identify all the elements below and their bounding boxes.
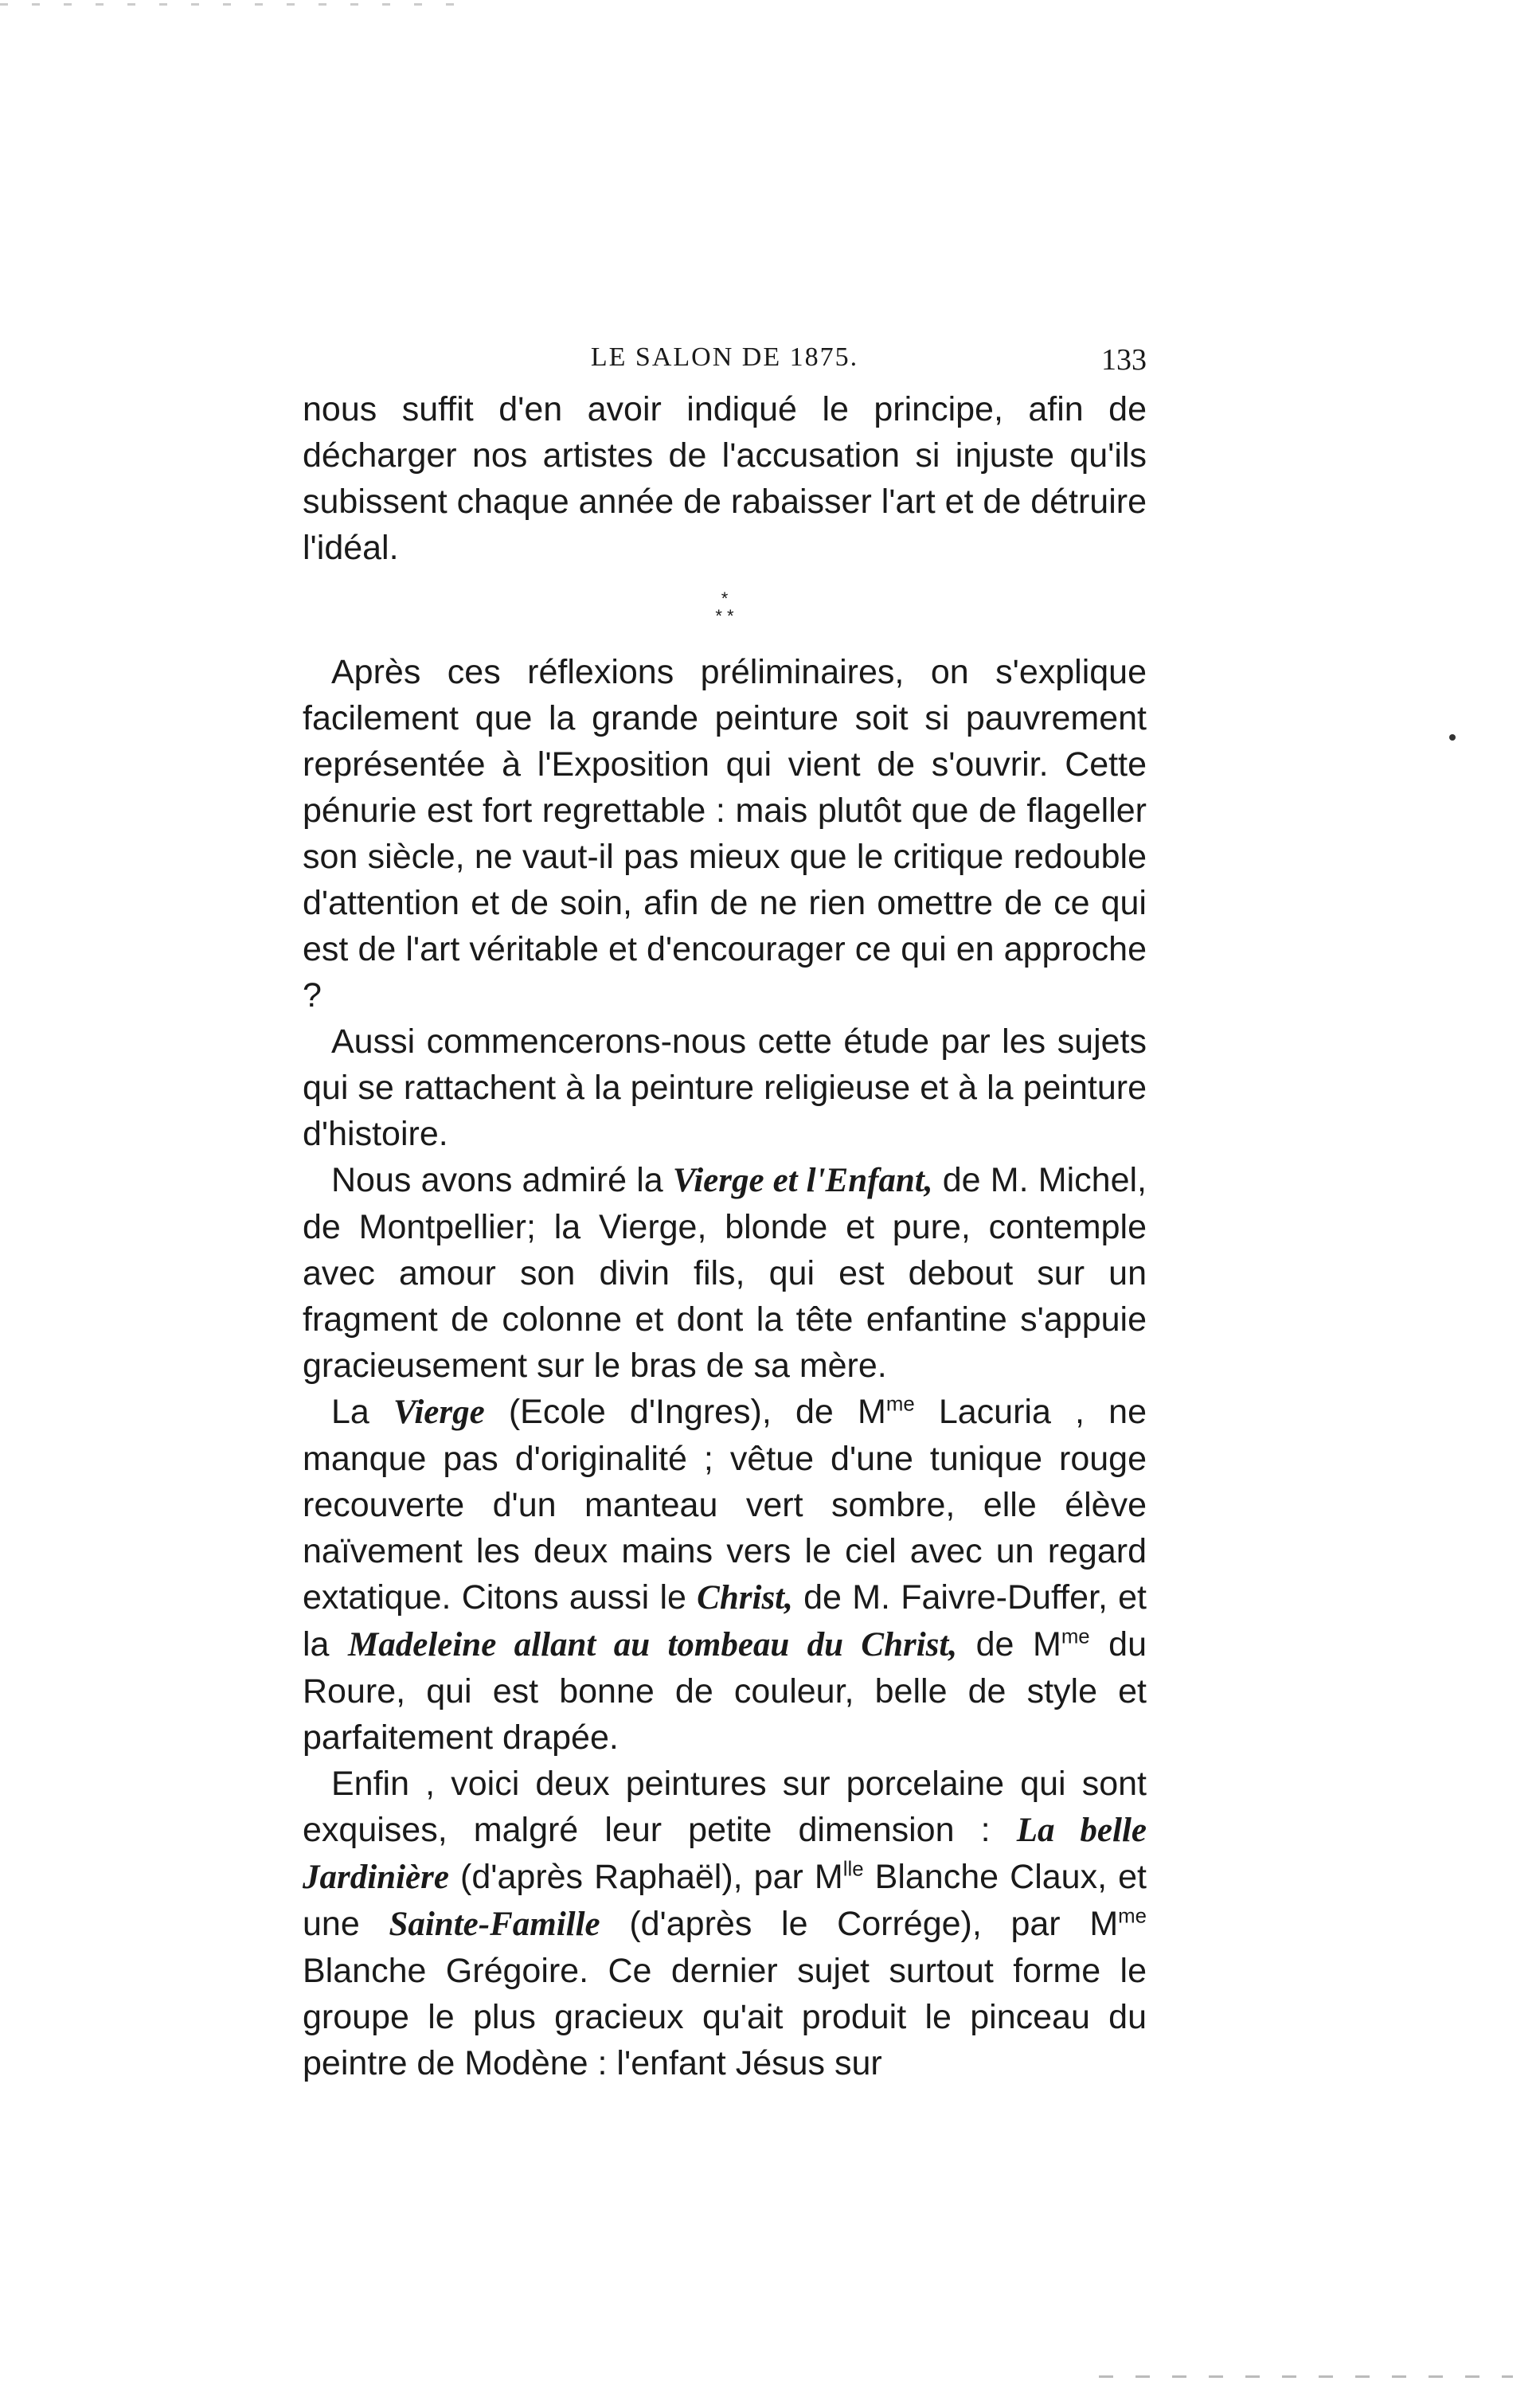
honorific-superscript: me: [885, 1393, 915, 1416]
asterism-top: *: [721, 588, 729, 608]
scan-artifact-bottom: [1099, 2375, 1513, 2378]
text-run: Enfin , voici deux peintures sur porcelaine qui sont exquises, malgré leur petite dimension :: [303, 1765, 1147, 1849]
paragraph-3: Aussi commencerons-nous cette étude par les sujets qui se rattachent à la peinture religieuse et à la peinture d'histoire.: [303, 1022, 1147, 1153]
text-run: de M: [957, 1625, 1061, 1664]
honorific-superscript: me: [1061, 1625, 1090, 1648]
artwork-title: Madeleine allant au tombeau du Christ,: [348, 1626, 958, 1664]
text-run: du Roure, qui est bonne de couleur, belle de style et parfaitement drapée.: [303, 1625, 1147, 1757]
text-run: (Ecole d'Ingres), de M: [484, 1393, 886, 1431]
asterism-separator: [303, 590, 1147, 625]
page-number: 133: [1101, 343, 1147, 377]
running-title: LE SALON DE 1875.: [590, 342, 859, 372]
body-text: [303, 386, 1147, 2086]
paragraph-6: [303, 1761, 1147, 2086]
text-run: (d'après le Corrége), par M: [600, 1905, 1119, 1943]
paragraph-2: Après ces réflexions préliminaires, on s'explique facilement que la grande peinture soit si pauvrement représentée à l'Exposition qui vient de s'ouvrir. Cette pénurie est fort regrettable : mais plutôt que de flageller son siècle, ne vaut-il pas mieux que le critique redouble d'attention et de soin, afin de ne rien omettre de ce qui est de l'art véritable et d'encourager ce qui en approche ?: [303, 653, 1147, 1015]
page-header: [303, 342, 1147, 382]
text-run: de M. Michel, de Montpellier; la Vierge, blonde et pure, contemple avec amour son divin fils, qui est debout sur un fragment de colonne et dont la tête enfantine s'appuie gracieusement sur le bras de sa mère.: [303, 1161, 1147, 1385]
artwork-title: La belle Jardinière: [303, 1812, 1147, 1896]
artwork-title: Christ,: [697, 1579, 793, 1617]
artwork-title: Vierge: [393, 1394, 485, 1431]
paragraph-5: [303, 1389, 1147, 1761]
scan-speck: [1449, 734, 1456, 741]
text-run: de M. Faivre-Duffer, et la: [303, 1578, 1147, 1664]
text-run: Blanche Grégoire. Ce dernier sujet surtout forme le groupe le plus gracieux qu'ait produit le pinceau du peintre de Modène : l'enfant Jésus sur: [303, 1952, 1147, 2082]
scan-artifact-top: [0, 3, 478, 6]
artwork-title: Vierge et l'Enfant,: [672, 1162, 933, 1199]
text-run: Nous avons admiré la: [331, 1161, 673, 1199]
paragraph-4: [303, 1157, 1147, 1389]
text-run: La: [331, 1393, 394, 1431]
paragraph-1: nous suffit d'en avoir indiqué le principe, afin de décharger nos artistes de l'accusation si injuste qu'ils subissent chaque année de rabaisser l'art et de détruire l'idéal.: [303, 390, 1147, 567]
text-run: Lacuria , ne manque pas d'originalité ; vêtue d'une tunique rouge recouverte d'un manteau vert sombre, elle élève naïvement les deux mains vers le ciel avec un regard extatique. Citons aussi le: [303, 1393, 1147, 1617]
honorific-superscript: me: [1118, 1905, 1147, 1928]
honorific-superscript: lle: [842, 1858, 864, 1881]
artwork-title: Sainte-Famille: [389, 1906, 600, 1943]
text-run: Blanche Claux, et une: [303, 1858, 1147, 1943]
asterism-bottom: * *: [715, 606, 734, 626]
text-run: (d'après Raphaël), par M: [448, 1858, 843, 1896]
